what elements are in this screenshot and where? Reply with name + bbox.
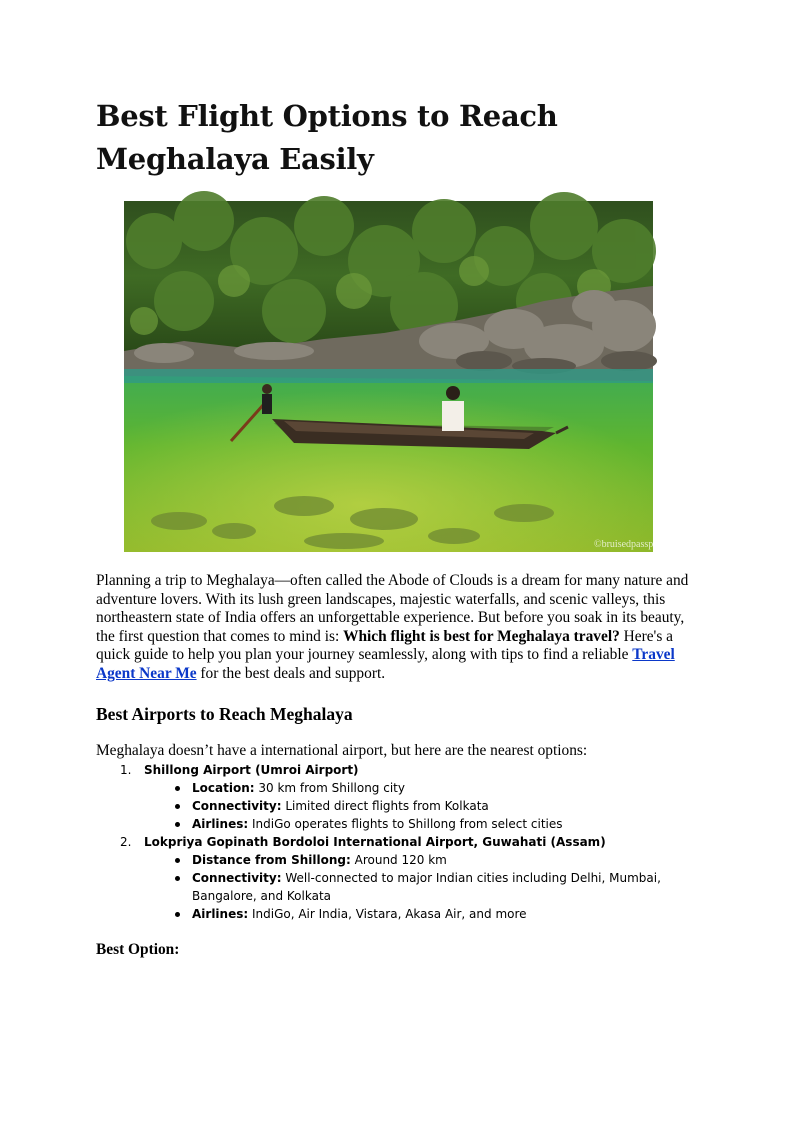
bullet-icon [175, 912, 180, 917]
bullet-icon [175, 876, 180, 881]
bullet-icon [175, 822, 180, 827]
detail-key: Airlines: [192, 907, 249, 921]
hero-illustration [124, 201, 669, 552]
airport-item [96, 761, 696, 833]
detail-key: Connectivity: [192, 871, 282, 885]
detail-item [144, 815, 696, 833]
detail-key: Airlines: [192, 817, 249, 831]
intro-text: Planning a trip to Meghalaya—often called the Abode of Clouds is a dream for many nature and adventure lovers. With its lush green landscapes, majestic waterfalls, and scenic valleys, this northeastern state of India offers an unforgettable experience. But before you soak in its beauty, the first question that comes to mind is: [96, 572, 689, 645]
detail-item [144, 869, 696, 905]
section-heading: Best Airports to Reach Meghalaya [96, 704, 353, 724]
hero-image-umngot-river-boat [124, 201, 669, 552]
airport-item [96, 833, 696, 923]
list-number: 1. [120, 763, 132, 777]
intro-paragraph [96, 572, 696, 684]
airport-name: Shillong Airport (Umroi Airport) [144, 763, 359, 777]
detail-item [144, 851, 696, 869]
image-credit-watermark: ©bruisedpassports [594, 539, 669, 550]
intro-text-end: for the best deals and support. [196, 664, 386, 682]
travel-agent-link[interactable]: Travel Agent Near Me [96, 646, 675, 682]
page-title: Best Flight Options to Reach Meghalaya Easily [96, 99, 558, 176]
detail-item [144, 779, 696, 797]
best-option-heading: Best Option: [96, 941, 180, 958]
airport-details [144, 851, 696, 923]
intro-text-continued: Here's a quick guide to help you plan your journey seamlessly, along with tips to find a reliable [96, 627, 674, 664]
bullet-icon [175, 804, 180, 809]
bullet-icon [175, 858, 180, 863]
detail-value: IndiGo operates flights to Shillong from select cities [248, 817, 563, 831]
list-number: 2. [120, 835, 132, 849]
airport-name: Lokpriya Gopinath Bordoloi International Airport, Guwahati (Assam) [144, 835, 606, 849]
detail-value: Limited direct flights from Kolkata [281, 799, 489, 813]
section-lead: Meghalaya doesn’t have a international airport, but here are the nearest options: [96, 742, 588, 759]
detail-value: 30 km from Shillong city [254, 781, 405, 795]
detail-value: Around 120 km [350, 853, 447, 867]
intro-question: Which flight is best for Meghalaya travel? [343, 627, 620, 645]
airports-list [96, 761, 696, 923]
detail-key: Connectivity: [192, 799, 282, 813]
detail-item [144, 905, 696, 923]
bullet-icon [175, 786, 180, 791]
detail-key: Location: [192, 781, 255, 795]
detail-value: IndiGo, Air India, Vistara, Akasa Air, and more [248, 907, 527, 921]
detail-value: Well-connected to major Indian cities including Delhi, Mumbai, Bangalore, and Kolkata [192, 871, 661, 903]
detail-item [144, 797, 696, 815]
airport-details [144, 779, 696, 833]
detail-key: Distance from Shillong: [192, 853, 351, 867]
